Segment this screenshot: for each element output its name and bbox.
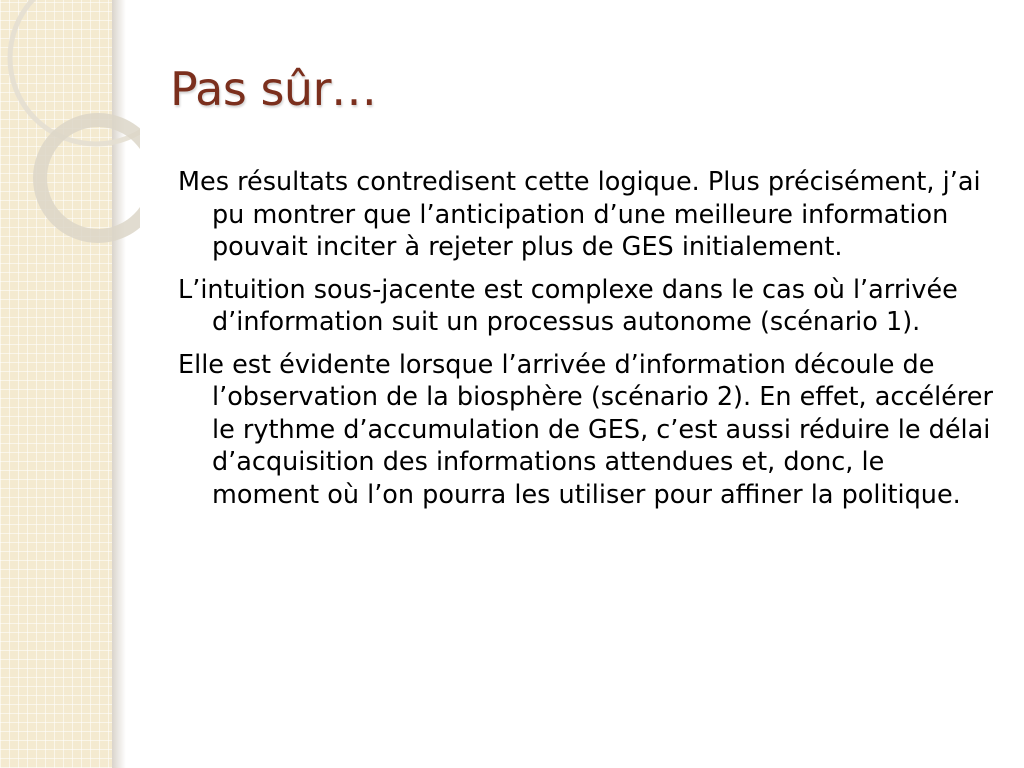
decorative-side-band xyxy=(0,0,112,768)
paragraph-2: L’intuition sous-jacente est complexe dans le cas où l’arrivée d’information suit un processus autonome (scénario 1). xyxy=(178,274,958,337)
slide-body xyxy=(178,166,998,521)
side-band-shadow xyxy=(112,0,126,768)
slide-title: Pas sûr… xyxy=(170,62,377,116)
paragraph-1: Mes résultats contredisent cette logique. Plus précisément, j’ai pu montrer que l’anticipation d’une meilleure information pouvait inciter à rejeter plus de GES initialement. xyxy=(178,167,981,262)
paragraph-3: Elle est évidente lorsque l’arrivée d’information découle de l’observation de la biosphère (scénario 2). En effet, accélérer le rythme d’accumulation de GES, c’est aussi réduire le délai d’acquisition des informations attendues et, donc, le moment où l’on pourra les utiliser pour affiner la politique. xyxy=(178,349,993,510)
